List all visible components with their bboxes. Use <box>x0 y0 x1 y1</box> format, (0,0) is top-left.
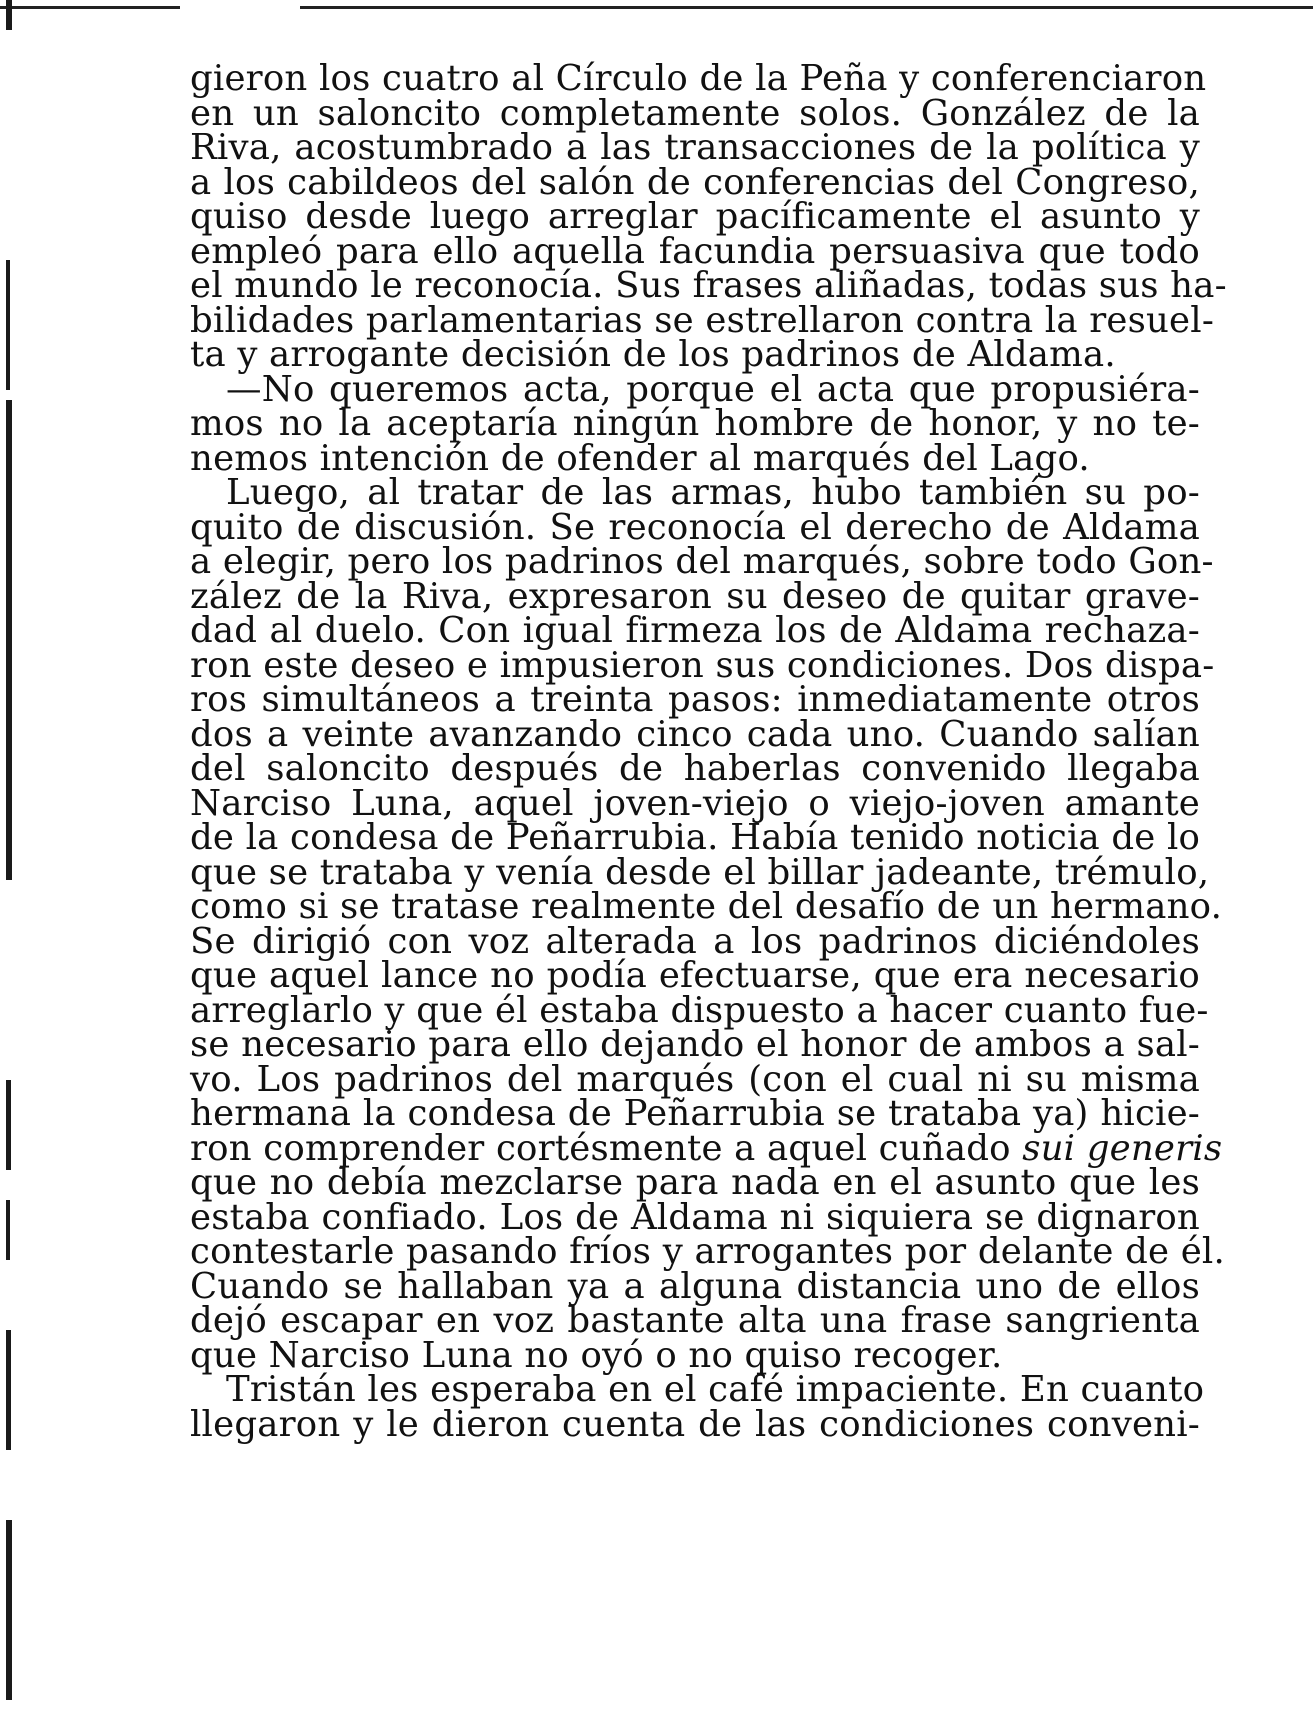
text-line: como si se tratase realmente del desafío de un hermano. <box>190 886 1223 927</box>
text-line: gieron los cuatro al Círculo de la Peña y conferenciaron <box>190 58 1207 99</box>
text-line: que aquel lance no podía efectuarse, que era necesario <box>190 955 1200 996</box>
text-line: vo. Los padrinos del marqués (con el cual ni su misma <box>190 1058 1200 1100</box>
text-line: llegaron y le dieron cuenta de las condiciones conveni- <box>190 1403 1200 1445</box>
text-line: arreglarlo y que él estaba dispuesto a hacer cuanto fue- <box>190 989 1209 1031</box>
text-line: dad al duelo. Con igual firmeza los de Aldama rechaza- <box>190 610 1200 651</box>
book-page-text <box>190 58 1227 1445</box>
text-line-start: ron comprender cortésmente a aquel cuñado <box>190 1127 1023 1169</box>
text-line: Narciso Luna, aquel joven-viejo o viejo-joven amante <box>190 782 1200 824</box>
text-line: que Narciso Luna no oyó o no quiso recoger. <box>190 1334 1003 1376</box>
text-line: de la condesa de Peñarrubia. Había tenido noticia de lo <box>190 817 1201 858</box>
text-line: dos a veinte avanzando cinco cada uno. Cuando salían <box>190 713 1200 755</box>
text-line: que se trataba y venía desde el billar jadeante, trémulo, <box>190 851 1210 893</box>
scan-left-edge <box>0 0 24 1735</box>
text-line: quiso desde luego arreglar pacíficamente el asunto y <box>190 196 1200 237</box>
text-line: estaba confiado. Los de Aldama ni siquiera se dignaron <box>190 1196 1200 1238</box>
text-line: del saloncito después de haberlas convenido llegaba <box>190 748 1200 789</box>
text-line: ros simultáneos a treinta pasos: inmediatamente otros <box>190 679 1200 720</box>
text-line: nemos intención de ofender al marqués del Lago. <box>190 437 1090 479</box>
paragraph-2 <box>190 368 1200 479</box>
text-line-with-italic <box>190 1127 1223 1169</box>
paragraph-3 <box>190 472 1225 1376</box>
text-line: dejó escapar en voz bastante alta una frase sangrienta <box>190 1300 1200 1341</box>
text-line: bilidades parlamentarias se estrellaron contra la resuel- <box>190 299 1215 341</box>
top-border-gap <box>180 4 300 11</box>
text-line: Riva, acostumbrado a las transacciones de la política y <box>190 127 1200 168</box>
text-line: se necesario para ello dejando el honor de ambos a sal- <box>190 1024 1200 1065</box>
text-line: ta y arrogante decisión de los padrinos de Aldama. <box>190 334 1116 375</box>
text-line: Tristán les esperaba en el café impaciente. En cuanto <box>226 1369 1205 1410</box>
text-line: contestarle pasando fríos y arrogantes por delante de él. <box>190 1231 1225 1272</box>
text-line: Luego, al tratar de las armas, hubo también su po- <box>226 472 1200 513</box>
text-line: mos no la aceptaría ningún hombre de honor, y no te- <box>190 403 1200 444</box>
text-line: —No queremos acta, porque el acta que propusiéra- <box>226 368 1200 410</box>
text-line: Cuando se hallaban ya a alguna distancia uno de ellos <box>190 1265 1200 1307</box>
text-line: a los cabildeos del salón de conferencias del Congreso, <box>190 161 1200 203</box>
text-line: hermana la condesa de Peñarrubia se trataba ya) hicie- <box>190 1093 1200 1134</box>
text-line: el mundo le reconocía. Sus frases aliñadas, todas sus ha- <box>190 265 1227 306</box>
text-line: que no debía mezclarse para nada en el asunto que les <box>190 1162 1200 1203</box>
text-line: ron este deseo e impusieron sus condiciones. Dos dispa- <box>190 644 1215 686</box>
text-line: en un saloncito completamente solos. González de la <box>190 92 1200 134</box>
paragraph-4 <box>190 1369 1205 1445</box>
text-line: quito de discusión. Se reconocía el derecho de Aldama <box>190 506 1200 548</box>
text-line: a elegir, pero los padrinos del marqués, sobre todo Gon- <box>190 541 1214 582</box>
text-line: zález de la Riva, expresaron su deseo de quitar grave- <box>190 575 1200 617</box>
text-line: Se dirigió con voz alterada a los padrinos diciéndoles <box>190 920 1200 962</box>
italic-phrase: sui generis <box>1022 1127 1223 1169</box>
text-line: empleó para ello aquella facundia persuasiva que todo <box>190 230 1200 272</box>
paragraph-1 <box>190 58 1227 375</box>
